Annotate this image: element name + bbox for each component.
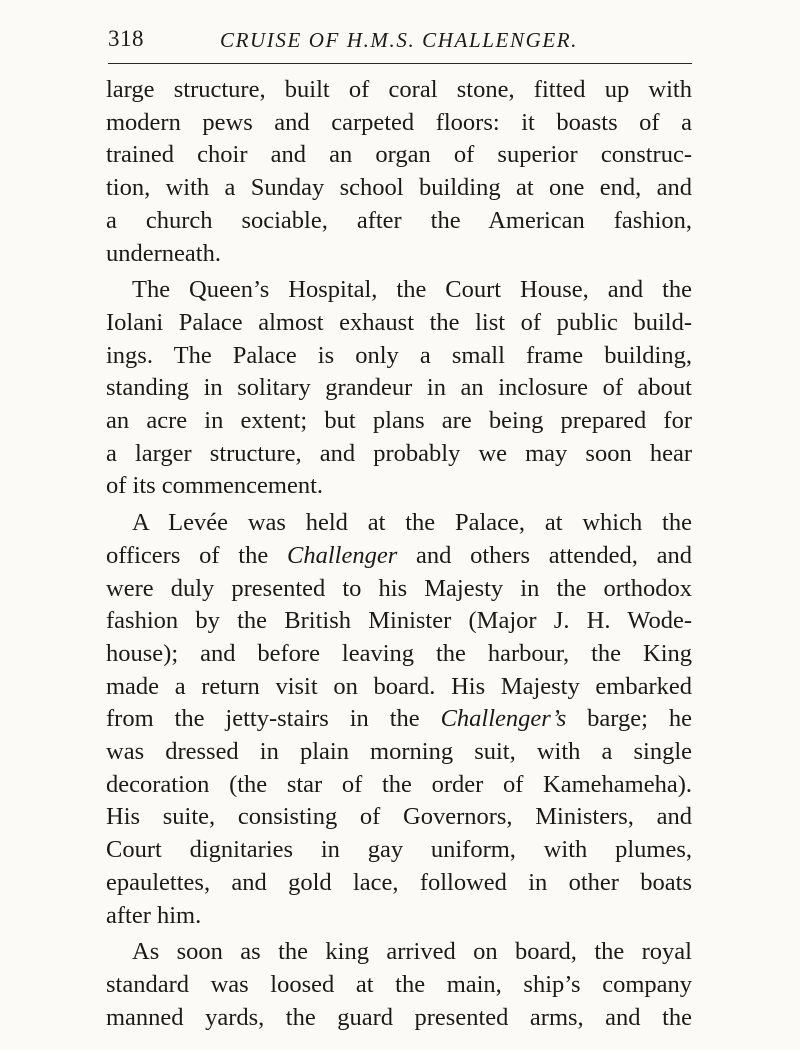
paragraph-2 [106, 274, 692, 503]
paragraph-3 [106, 507, 692, 932]
header-rule [108, 63, 692, 64]
text-line: As soon as the king arrived on board, the royal [132, 938, 692, 966]
ship-name: Challenger’s [440, 705, 567, 733]
text-line: standing in solitary grandeur in an inclosure of about [106, 374, 692, 402]
text-line: after him. [106, 901, 202, 929]
paragraph-4 [106, 936, 692, 1034]
text-line: were duly presented to his Majesty in the orthodox [106, 574, 692, 602]
ship-name: Challenger [286, 541, 398, 569]
text-line: decoration (the star of the order of Kamehameha). [106, 770, 692, 798]
text-line: of its commencement. [106, 472, 324, 500]
running-title: CRUISE OF H.M.S. CHALLENGER. [220, 28, 579, 52]
text-line: from the jetty-stairs in the Challenger’s barge; he [106, 705, 692, 733]
text-line: ings. The Palace is only a small frame building, [106, 341, 692, 369]
text-line: modern pews and carpeted floors: it boasts of a [106, 108, 692, 136]
text-line: Court dignitaries in gay uniform, with plumes, [106, 836, 692, 864]
running-head [108, 24, 692, 64]
text-line: fashion by the British Minister (Major J. H. Wode- [106, 607, 692, 635]
text-line: house); and before leaving the harbour, the King [106, 639, 692, 667]
text-line: standard was loosed at the main, ship’s company [106, 970, 692, 998]
text-line: officers of the Challenger and others attended, and [106, 541, 692, 569]
text-line: made a return visit on board. His Majesty embarked [106, 672, 692, 700]
body-text [106, 74, 692, 1034]
text-line: The Queen’s Hospital, the Court House, and the [132, 276, 692, 304]
text-line: Iolani Palace almost exhaust the list of public build- [106, 308, 692, 336]
text-line: large structure, built of coral stone, fitted up with [106, 76, 692, 103]
page-number: 318 [108, 26, 144, 51]
text-line: an acre in extent; but plans are being prepared for [106, 407, 692, 435]
text-line: His suite, consisting of Governors, Ministers, and [106, 803, 692, 831]
text-line: A Levée was held at the Palace, at which the [132, 509, 692, 537]
text-line: a church sociable, after the American fashion, [106, 206, 692, 234]
text-line: manned yards, the guard presented arms, and the [106, 1003, 692, 1031]
text-line: was dressed in plain morning suit, with a single [106, 738, 692, 766]
text-line: underneath. [106, 239, 221, 267]
text-line: tion, with a Sunday school building at one end, and [106, 174, 692, 202]
text-line: trained choir and an organ of superior construc- [106, 141, 692, 169]
text-line: a larger structure, and probably we may soon hear [106, 439, 692, 467]
text-line: epaulettes, and gold lace, followed in other boats [106, 868, 692, 896]
paragraph-1 [106, 74, 692, 270]
